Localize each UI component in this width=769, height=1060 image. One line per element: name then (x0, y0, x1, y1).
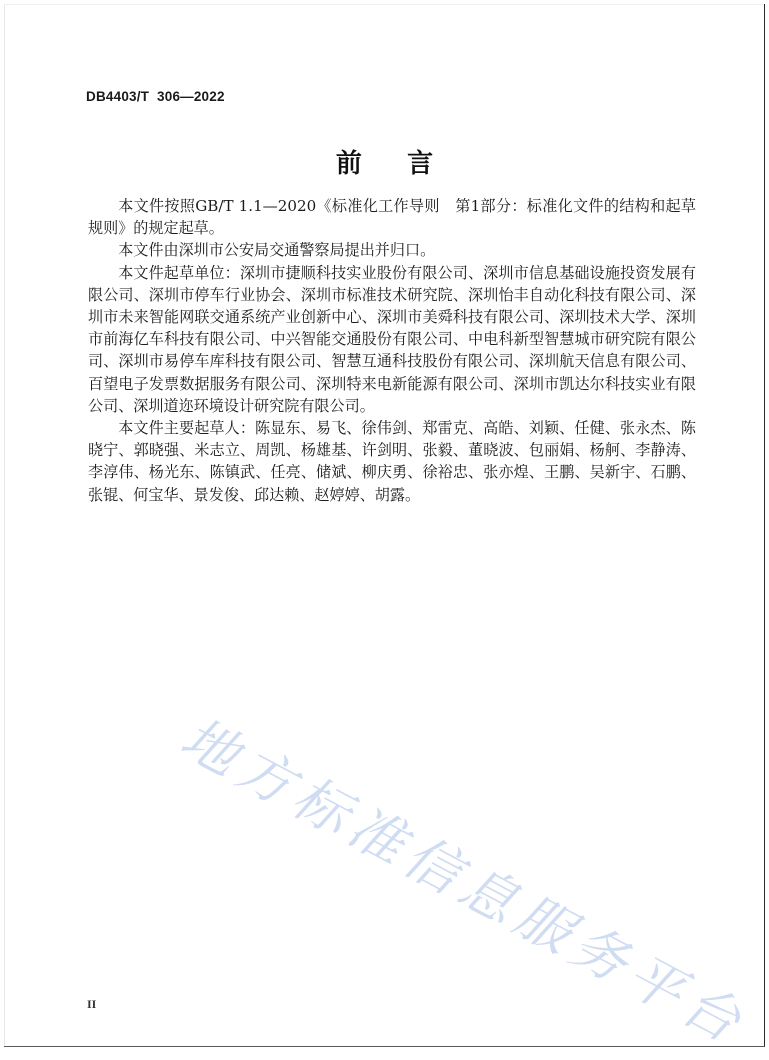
page-title: 前 言 (335, 149, 434, 180)
foreword-paragraph-4: 本文件主要起草人：陈显东、易飞、徐伟剑、郑雷克、高皓、刘颖、任健、张永杰、陈晓宁、郭晓强、米志立、周凯、杨雄基、许剑明、张毅、董晓波、包丽娟、杨舸、李静涛、李淳伟、杨光东、陈镇武、任亮、储斌、柳庆勇、徐裕忠、张亦煌、王鹏、吴新宇、石鹏、张锟、何宝华、景发俊、邱达赖、赵婷婷、胡露。 (88, 419, 696, 504)
watermark: 地方标准信息服务平台 (170, 705, 758, 1058)
foreword-paragraph-3: 本文件起草单位：深圳市捷顺科技实业股份有限公司、深圳市信息基础设施投资发展有限公司、深圳市停车行业协会、深圳市标准技术研究院、深圳怡丰自动化科技有限公司、深圳市未来智能网联交通系统产业创新中心、深圳市美舜科技有限公司、深圳技术大学、深圳市前海亿车科技有限公司、中兴智能交通股份有限公司、中电科新型智慧城市研究院有限公司、深圳市易停车库科技有限公司、智慧互通科技股份有限公司、深圳航天信息有限公司、百望电子发票数据服务有限公司、深圳特来电新能源有限公司、深圳市凯达尔科技实业有限公司、深圳道迩环境设计研究院有限公司。 (88, 263, 696, 415)
running-header-standard-number: DB4403/T 306—2022 (86, 89, 225, 104)
foreword-paragraph-2: 本文件由深圳市公安局交通警察局提出并归口。 (118, 241, 436, 260)
page-number: II (87, 997, 97, 1011)
foreword-body (88, 195, 696, 506)
foreword-paragraph-1: 本文件按照GB/T 1.1—2020《标准化工作导则 第1部分：标准化文件的结构和起草规则》的规定起草。 (88, 197, 696, 238)
